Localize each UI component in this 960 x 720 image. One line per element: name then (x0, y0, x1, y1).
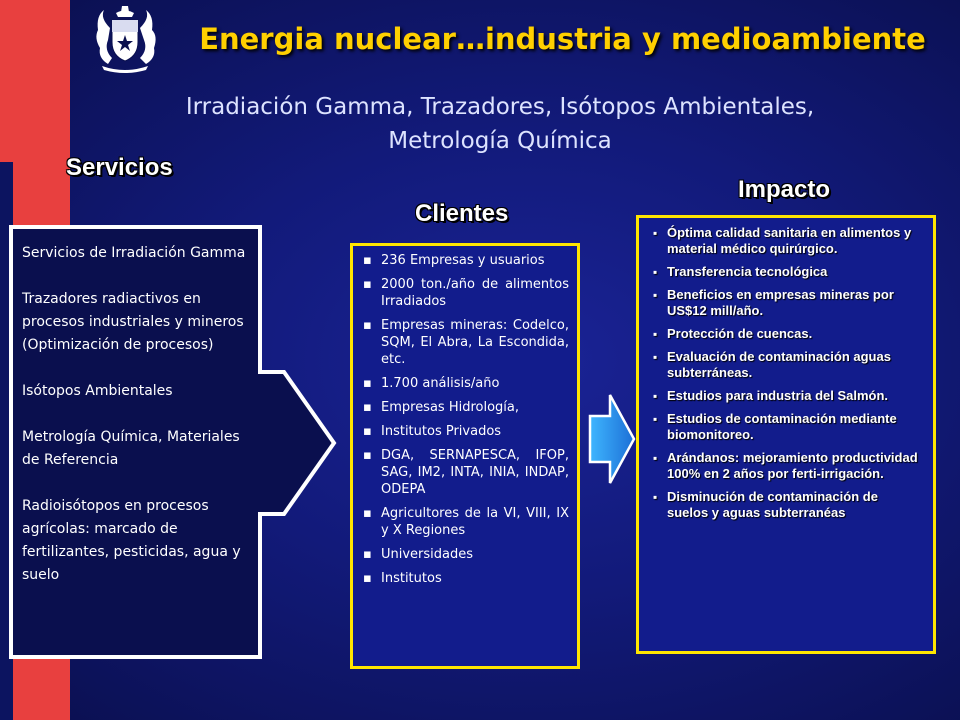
coat-of-arms-icon (82, 4, 168, 74)
servicio-item: Trazadores radiactivos en procesos industriales y mineros (Optimización de procesos) (22, 291, 244, 353)
servicio-item: Servicios de Irradiación Gamma (22, 245, 246, 261)
cliente-item: ▪ 236 Empresas y usuarios (361, 252, 569, 269)
impacto-item: ▪ Estudios para industria del Salmón. (651, 388, 921, 404)
cliente-item: ▪ 1.700 análisis/año (361, 375, 569, 392)
slide-title: Energia nuclear…industria y medioambiente (199, 22, 926, 56)
subtitle-line-1: Irradiación Gamma, Trazadores, Isótopos Ambientales, (185, 94, 815, 120)
servicios-heading: Servicios (66, 154, 173, 181)
right-arrow-icon (588, 392, 636, 486)
cliente-item: ▪ DGA, SERNAPESCA, IFOP, SAG, IM2, INTA, INIA, INDAP, ODEPA (361, 447, 569, 498)
clientes-list (361, 252, 569, 587)
impacto-item: ▪ Arándanos: mejoramiento productividad 100% en 2 años por ferti-irrigación. (651, 450, 921, 482)
servicio-item: Isótopos Ambientales (22, 383, 173, 399)
impacto-item: ▪ Disminución de contaminación de suelos y aguas subterranéas (651, 489, 921, 521)
impacto-heading: Impacto (738, 176, 831, 203)
subtitle-line-2: Metrología Química (388, 128, 612, 154)
servicios-list (16, 232, 256, 654)
cliente-item: ▪ Empresas Hidrología, (361, 399, 569, 416)
impacto-item: ▪ Transferencia tecnológica (651, 264, 921, 280)
servicio-item: Radioisótopos en procesos agrícolas: marcado de fertilizantes, pesticidas, agua y suelo (22, 498, 241, 583)
slide-subtitle (120, 90, 880, 158)
impacto-item: ▪ Beneficios en empresas mineras por US$12 mill/año. (651, 287, 921, 319)
impacto-item: ▪ Óptima calidad sanitaria en alimentos y material médico quirúrgico. (651, 225, 921, 257)
impacto-item: ▪ Evaluación de contaminación aguas subterráneas. (651, 349, 921, 381)
impacto-item: ▪ Estudios de contaminación mediante biomonitoreo. (651, 411, 921, 443)
clientes-heading: Clientes (415, 200, 509, 227)
impacto-box (636, 215, 936, 654)
cliente-item: ▪ Empresas mineras: Codelco, SQM, El Abra, La Escondida, etc. (361, 317, 569, 368)
impacto-list (651, 225, 921, 521)
cliente-item: ▪ Agricultores de la VI, VIII, IX y X Regiones (361, 505, 569, 539)
clientes-box (350, 243, 580, 669)
impacto-item: ▪ Protección de cuencas. (651, 326, 921, 342)
servicio-item: Metrología Química, Materiales de Referencia (22, 429, 240, 468)
cliente-item: ▪ Institutos Privados (361, 423, 569, 440)
cliente-item: ▪ Institutos (361, 570, 569, 587)
cliente-item: ▪ Universidades (361, 546, 569, 563)
cliente-item: ▪ 2000 ton./año de alimentos Irradiados (361, 276, 569, 310)
